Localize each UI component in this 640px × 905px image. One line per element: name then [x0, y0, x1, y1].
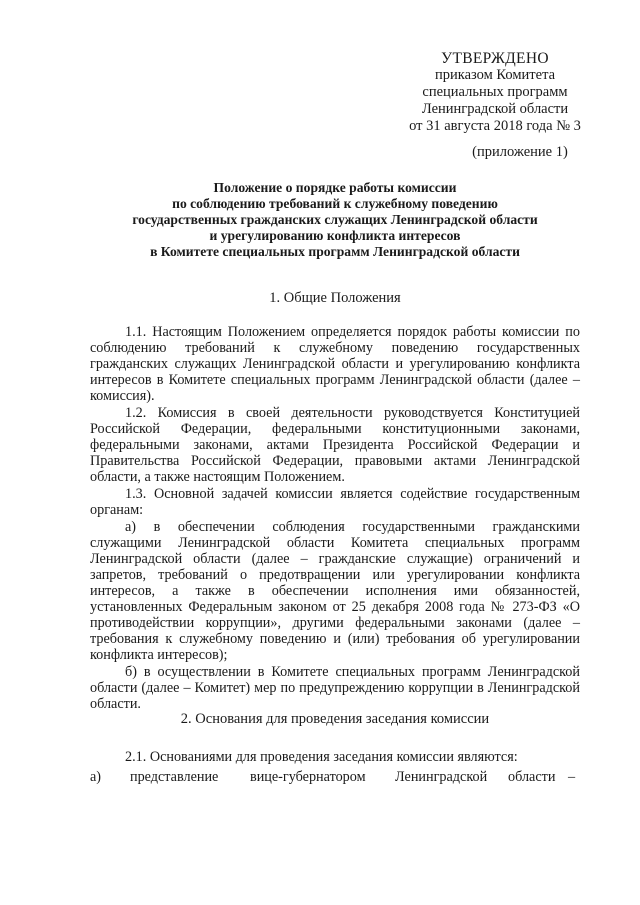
item-word: вице-губернатором	[250, 769, 366, 785]
approval-line: специальных программ	[422, 84, 568, 100]
title-line: Положение о порядке работы комиссии	[213, 180, 457, 195]
title-line: и урегулированию конфликта интересов	[209, 228, 461, 243]
approval-line: приказом Комитета	[434, 67, 556, 83]
approval-line: Ленинградской области	[421, 101, 569, 117]
title-line: в Комитете специальных программ Ленинградской области	[150, 244, 520, 259]
paragraph: а) в обеспечении соблюдения государственными гражданскими служащими Ленинградской области Комитета специальных программ Ленинградской области (далее – гражданские служащие) ограничений и запретов, требований о предотвращении или урегулировании конфликта интересов, а также в обеспечении исполнения ими обязанностей, установленных Федеральным законом от 25 декабря 2008 года № 273-ФЗ «О противодействии коррупции», другими федеральными законами (далее – требования к служебному поведению и (или) требования об урегулировании конфликта интересов);	[90, 519, 580, 663]
approval-date: от 31 августа 2018 года № 3	[409, 118, 581, 134]
paragraph: 1.3. Основной задачей комиссии является содействие государственным органам:	[90, 486, 580, 518]
paragraph: 2.1. Основаниями для проведения заседания комиссии являются:	[125, 749, 518, 765]
item-word: представление	[130, 769, 219, 785]
item-letter: а)	[90, 769, 102, 785]
title-line: государственных гражданских служащих Ленинградской области	[132, 212, 538, 227]
section-heading-1: 1. Общие Положения	[269, 290, 401, 306]
approval-heading: УТВЕРЖДЕНО	[441, 50, 549, 67]
paragraph: 1.2. Комиссия в своей деятельности руководствуется Конституцией Российской Федерации, федеральными конституционными законами, федеральными законами, актами Президента Российской Федерации и Правительства Российской Федерации, правовыми актами Ленинградской области, а также настоящим Положением.	[90, 405, 580, 485]
item-word: Ленинградской	[395, 769, 488, 785]
section-1-body	[90, 324, 580, 712]
paragraph: 1.1. Настоящим Положением определяется порядок работы комиссии по соблюдению требований к служебному поведению государственных гражданских служащих Ленинградской области и урегулированию конфликта интересов в Комитете специальных программ Ленинградской области (далее – комиссия).	[90, 324, 580, 404]
item-word: области	[508, 769, 556, 785]
section-heading-2: 2. Основания для проведения заседания комиссии	[180, 711, 490, 727]
document-title	[100, 180, 570, 260]
appendix-note: (приложение 1)	[472, 144, 568, 160]
paragraph: б) в осуществлении в Комитете специальных программ Ленинградской области (далее – Комитет) мер по предупреждению коррупции в Ленинградской области.	[90, 664, 580, 712]
title-line: по соблюдению требований к служебному поведению	[172, 196, 498, 211]
item-dash: –	[568, 769, 576, 785]
approval-stamp	[405, 50, 585, 135]
section-2-body	[90, 749, 580, 765]
